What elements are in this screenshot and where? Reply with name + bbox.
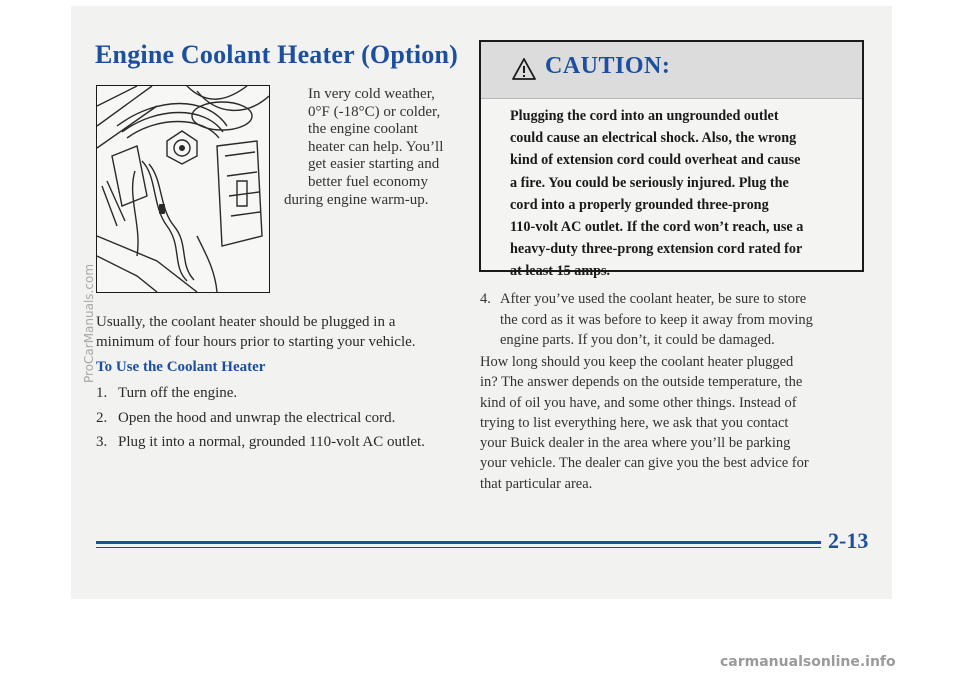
intro-paragraph [276,86,456,209]
caution-line: could cause an electrical shock. Also, the wrong [510,130,797,147]
warning-triangle-icon [511,57,537,81]
list-item [96,434,425,459]
intro-line: better fuel economy [308,173,428,190]
paragraph-line: that particular area. [480,475,593,492]
how-long-paragraph [480,352,875,494]
step-text: After you’ve used the coolant heater, be sure to store [500,291,807,307]
caution-line: at least 15 amps. [510,263,611,280]
caution-box [479,40,864,280]
paragraph-line: your Buick dealer in the area where you’ll be parking [480,435,791,452]
footer-rule [96,541,821,544]
list-item [96,385,425,410]
step-number: 4. [480,291,491,307]
paragraph-line: in? The answer depends on the outside temperature, the [480,374,803,391]
caution-line: kind of extension cord could overheat and cause [510,152,801,169]
intro-line: during engine warm-up. [284,191,429,208]
step-number: 2. [96,409,108,426]
step-4 [480,289,870,351]
caution-line: heavy-duty three-prong extension cord rated for [510,241,803,258]
step-text: Plug it into a normal, grounded 110-volt AC outlet. [118,434,425,450]
step-text: the cord as it was before to keep it away from moving [500,311,813,328]
footer-rule-thin [96,547,821,548]
paragraph-line: trying to list everything here, we ask that you contact [480,414,789,431]
section-title: Engine Coolant Heater (Option) [95,40,459,69]
caution-line: Plugging the cord into an ungrounded outlet [510,108,779,124]
intro-line: In very cold weather, [308,86,435,102]
watermark-side: ProCarManuals.com [82,263,96,383]
usually-paragraph: Usually, the coolant heater should be plugged in a minimum of four hours prior to starting your vehicle. [96,314,416,350]
caution-title: CAUTION: [545,53,671,79]
intro-line: 0°F (-18°C) or colder, [308,103,441,120]
intro-line: the engine coolant [308,121,418,138]
subheading-use-coolant-heater: To Use the Coolant Heater [96,359,266,375]
steps-list [96,385,425,459]
caution-text [510,105,850,283]
engine-coolant-heater-illustration [96,85,270,293]
step-text: Turn off the engine. [118,385,238,401]
caution-line: cord into a properly grounded three-prong [510,196,769,213]
step-number: 1. [96,385,108,401]
step-text: Open the hood and unwrap the electrical cord. [118,409,396,426]
step-number: 3. [96,434,108,450]
caution-line: 110-volt AC outlet. If the cord won’t reach, use a [510,219,804,236]
paragraph-line: your vehicle. The dealer can give you the best advice for [480,455,809,472]
paragraph-line: kind of oil you have, and some other things. Instead of [480,394,797,411]
caution-header [481,42,862,99]
paragraph-line: How long should you keep the coolant heater plugged [480,354,794,370]
intro-line: heater can help. You’ll [308,138,444,155]
page-number: 2-13 [828,528,869,553]
list-item [96,410,425,435]
watermark-bottom: carmanualsonline.info [720,654,896,670]
step-text: engine parts. If you don’t, it could be damaged. [500,332,775,348]
caution-line: a fire. You could be seriously injured. Plug the [510,174,789,191]
intro-line: get easier starting and [308,156,440,173]
